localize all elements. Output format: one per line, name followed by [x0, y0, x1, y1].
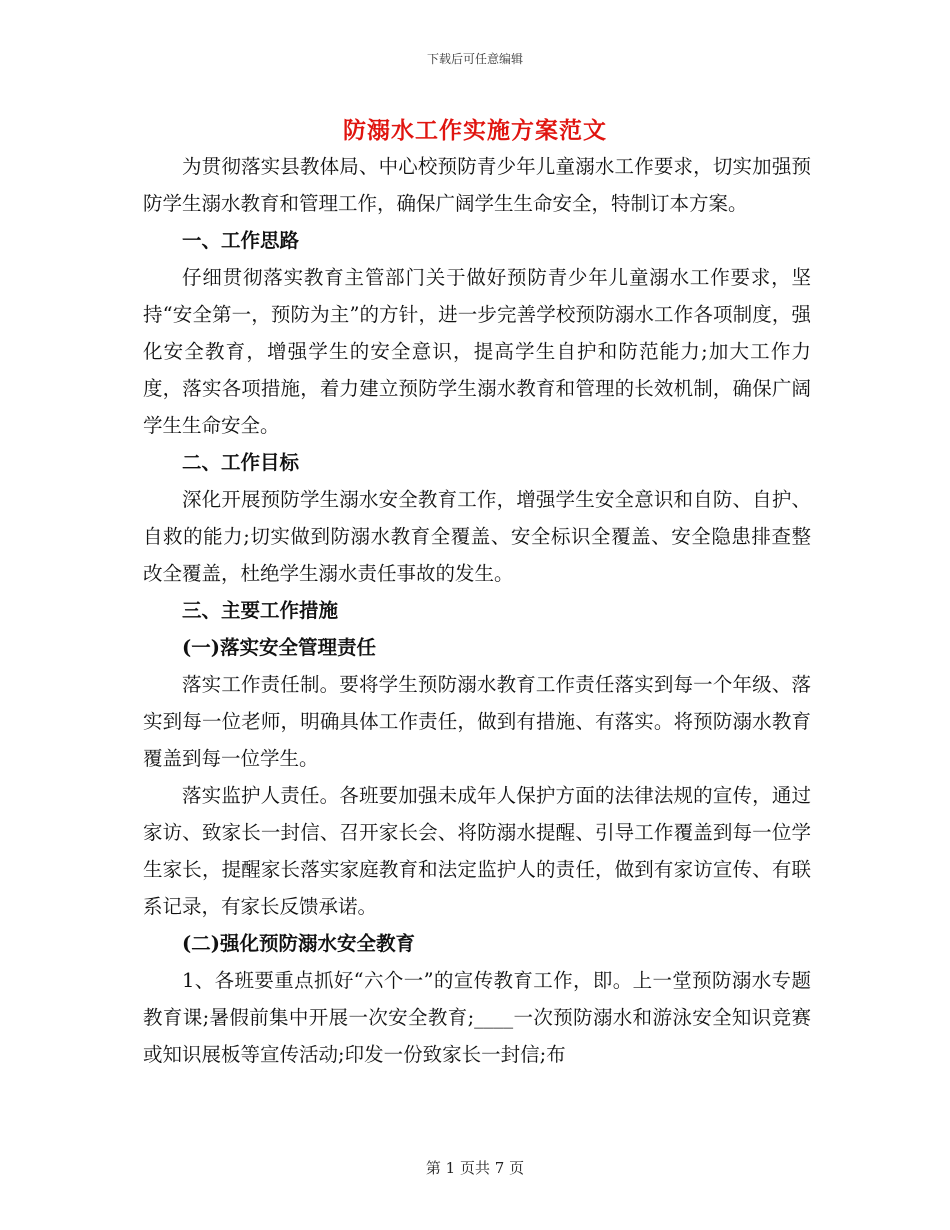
subsection-1-paragraph-2: 落实监护人责任。各班要加强未成年人保护方面的法律法规的宣传，通过家访、致家长一封信、召开家长会、将防溺水提醒、引导工作覆盖到每一位学生家长，提醒家长落实家庭教育和法定监护人的责任，做到有家访宣传、有联系记录，有家长反馈承诺。 [143, 784, 811, 918]
section-heading-1: 一、工作思路 [182, 229, 300, 252]
document-body [143, 148, 811, 1073]
section-2-body: 深化开展预防学生溺水安全教育工作，增强学生安全意识和自防、自护、自救的能力;切实做到防溺水教育全覆盖、安全标识全覆盖、安全隐患排查整改全覆盖，杜绝学生溺水责任事故的发生。 [143, 488, 811, 585]
section-1-body: 仔细贯彻落实教育主管部门关于做好预防青少年儿童溺水工作要求，坚持“安全第一，预防为主”的方针，进一步完善学校预防溺水工作各项制度，强化安全教育，增强学生的安全意识，提高学生自护和防范能力;加大工作力度，落实各项措施，着力建立预防学生溺水教育和管理的长效机制，确保广阔学生生命安全。 [143, 266, 811, 437]
subsection-heading-2: (二)强化预防溺水安全教育 [182, 932, 415, 955]
section-heading-3: 三、主要工作措施 [182, 599, 339, 622]
page-number-footer: 第 1 页共 7 页 [425, 1159, 525, 1177]
section-heading-2: 二、工作目标 [182, 451, 300, 474]
page-header-note: 下载后可任意编辑 [426, 52, 523, 66]
subsection-2-paragraph-1: 1、各班要重点抓好“六个一”的宣传教育工作，即。上一堂预防溺水专题教育课;暑假前集中开展一次安全教育;____一次预防溺水和游泳安全知识竞赛或知识展板等宣传活动;印发一份致家长一封信;布 [143, 969, 811, 1066]
subsection-heading-1: (一)落实安全管理责任 [182, 636, 376, 659]
document-title: 防溺水工作实施方案范文 [343, 117, 607, 144]
subsection-1-paragraph-1: 落实工作责任制。要将学生预防溺水教育工作责任落实到每一个年级、落实到每一位老师，明确具体工作责任，做到有措施、有落实。将预防溺水教育覆盖到每一位学生。 [143, 673, 811, 770]
intro-paragraph: 为贯彻落实县教体局、中心校预防青少年儿童溺水工作要求，切实加强预防学生溺水教育和管理工作，确保广阔学生生命安全，特制订本方案。 [143, 155, 811, 215]
